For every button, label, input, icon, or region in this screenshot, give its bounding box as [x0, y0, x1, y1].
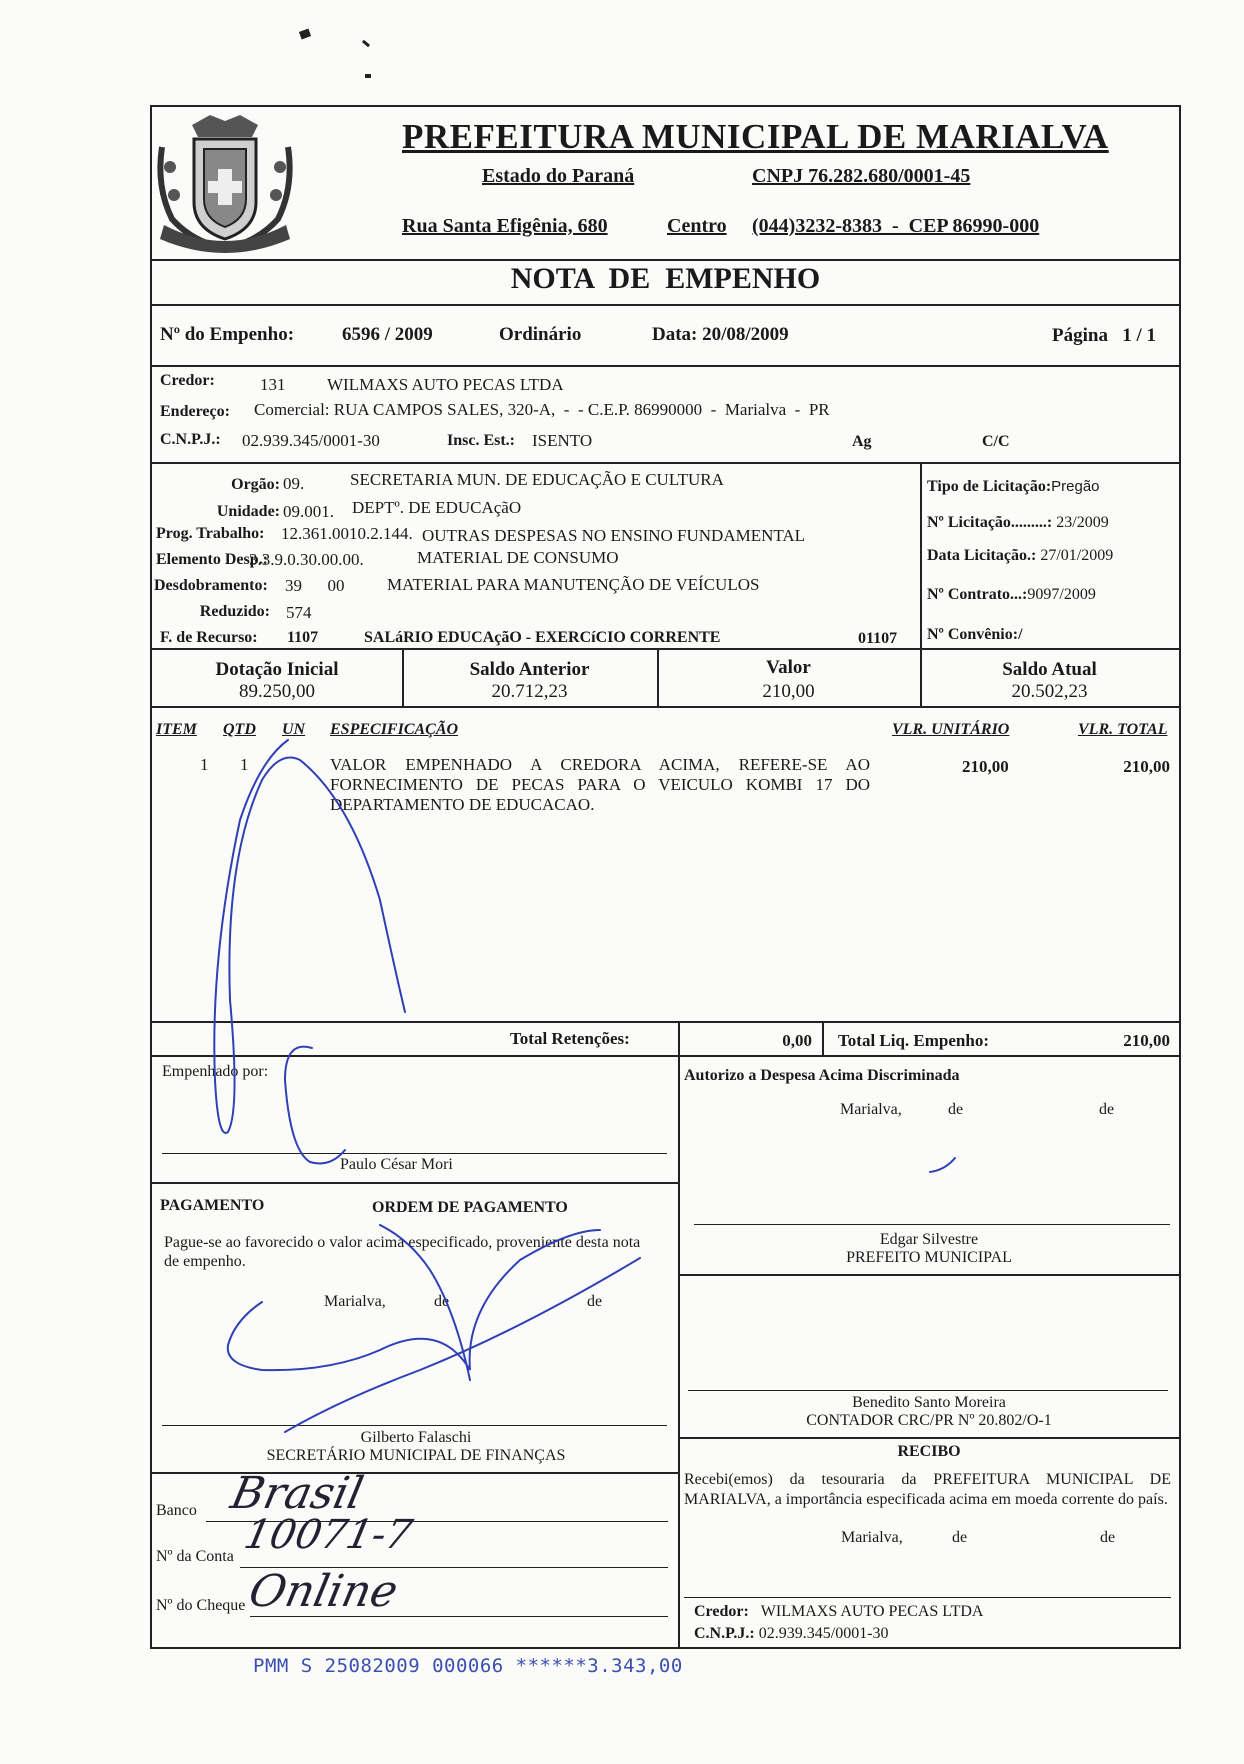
desdobramento-label: Desdobramento:	[154, 577, 268, 594]
prog-label: Prog. Trabalho:	[156, 525, 265, 542]
licitacao-contrato-value: 9097/2009	[1027, 586, 1096, 603]
liq-label: Total Liq. Empenho:	[838, 1031, 989, 1050]
row-total: 210,00	[1123, 757, 1170, 776]
empenhado-name: Paulo César Mori	[340, 1156, 453, 1173]
empenho-number: 6596 / 2009	[342, 324, 433, 345]
doc-title: NOTA DE EMPENHO	[510, 262, 821, 295]
licitacao-tipo-value: Pregão	[1051, 478, 1100, 495]
liq-value: 210,00	[1123, 1031, 1170, 1050]
header-state: Estado do Paraná	[482, 165, 635, 187]
recibo-cnpj-label: C.N.P.J.:	[694, 1625, 755, 1642]
dotacao-label: Dotação Inicial	[215, 659, 339, 680]
recibo-city: Marialva,	[841, 1529, 903, 1546]
payment-stamp: PMM S 25082009 000066 ******3.343,00	[253, 1655, 683, 1677]
autorizo-label: Autorizo a Despesa Acima Discriminada	[684, 1067, 960, 1084]
valor-label: Valor	[766, 657, 811, 678]
orgao-label: Orgão:	[231, 476, 280, 493]
col-unit: VLR. UNITÁRIO	[892, 721, 1010, 738]
recurso-label: F. de Recurso:	[160, 629, 258, 646]
elemento-name: MATERIAL DE CONSUMO	[417, 548, 619, 567]
empenho-date: Data: 20/08/2009	[652, 324, 789, 345]
pagamento-role: SECRETÁRIO MUNICIPAL DE FINANÇAS	[266, 1447, 566, 1464]
prog-name: OUTRAS DESPESAS NO ENSINO FUNDAMENTAL	[422, 526, 806, 545]
autorizo-de2: de	[1099, 1101, 1115, 1118]
credor-ag-label: Ag	[852, 433, 872, 450]
licitacao-num-label: Nº Licitação.........:	[927, 514, 1053, 531]
credor-cnpj-label: C.N.P.J.:	[160, 431, 221, 448]
licitacao-data-label: Data Licitação.:	[927, 547, 1037, 564]
retencoes-label: Total Retenções:	[510, 1029, 630, 1048]
empenho-page: Página 1 / 1	[1052, 325, 1156, 346]
valor-value: 210,00	[762, 681, 815, 702]
orgao-code: 09.	[283, 474, 305, 493]
col-qtd: QTD	[223, 721, 256, 738]
licitacao-convenio: Nº Convênio:/	[927, 626, 1023, 643]
desdobramento-code: 39 00	[285, 576, 345, 595]
conta-label: Nº da Conta	[156, 1548, 234, 1565]
elemento-label: Elemento Desp.:	[156, 551, 268, 568]
unidade-name: DEPTº. DE EDUCAçãO	[352, 498, 522, 517]
col-spec: ESPECIFICAÇÃO	[330, 721, 459, 738]
empenhado-label: Empenhado por:	[162, 1063, 269, 1080]
licitacao-data-value: 27/01/2009	[1040, 547, 1114, 564]
credor-address: Comercial: RUA CAMPOS SALES, 320-A, - - C.E.P. 86990000 - Marialva - PR	[254, 400, 830, 419]
banco-handwritten: Brasil	[226, 1468, 368, 1519]
contador-role: CONTADOR CRC/PR Nº 20.802/O-1	[806, 1412, 1052, 1429]
col-un: UN	[282, 721, 306, 738]
header-phone-cep: (044)3232-8383 - CEP 86990-000	[752, 215, 1040, 237]
header-address: Rua Santa Efigênia, 680	[402, 215, 608, 237]
recibo-de2: de	[1100, 1529, 1116, 1546]
col-total: VLR. TOTAL	[1078, 721, 1168, 738]
desdobramento-name: MATERIAL PARA MANUTENÇÃO DE VEÍCULOS	[387, 575, 760, 594]
credor-name: WILMAXS AUTO PECAS LTDA	[327, 375, 564, 394]
unidade-label: Unidade:	[216, 503, 280, 520]
elemento-code: 3.3.9.0.30.00.00.	[249, 550, 364, 569]
reduzido-label: Reduzido:	[199, 603, 270, 620]
recibo-credor-label: Credor:	[694, 1603, 749, 1620]
recibo-credor-name: WILMAXS AUTO PECAS LTDA	[760, 1603, 984, 1620]
credor-cnpj: 02.939.345/0001-30	[242, 431, 380, 450]
row-item: 1	[200, 755, 209, 774]
pagamento-de1: de	[434, 1293, 450, 1310]
retencoes-value: 0,00	[782, 1031, 812, 1050]
anterior-value: 20.712,23	[491, 681, 568, 702]
recibo-text: Recebi(emos) da tesouraria da PREFEITURA MUNICIPAL DE MARIALVA, a importância especificada acima em moeda corrente do país.	[684, 1471, 1171, 1508]
row-spec-line1: VALOR EMPENHADO A CREDORA ACIMA, REFERE-SE AO	[330, 755, 870, 774]
empenho-label: Nº do Empenho:	[160, 324, 295, 345]
pagamento-de2: de	[587, 1293, 603, 1310]
row-spec-line2: FORNECIMENTO DE PECAS PARA O VEICULO KOMBI 17 DO	[330, 775, 870, 794]
row-spec-line3: DEPARTAMENTO DE EDUCACAO.	[330, 795, 595, 814]
cheque-handwritten: Online	[244, 1566, 403, 1617]
autorizo-de1: de	[948, 1101, 964, 1118]
recurso-num: 01107	[858, 630, 898, 647]
licitacao-num-value: 23/2009	[1056, 514, 1109, 531]
credor-ie-label: Insc. Est.:	[447, 432, 516, 449]
credor-address-label: Endereço:	[160, 403, 230, 420]
autorizo-name: Edgar Silvestre	[879, 1231, 979, 1248]
pagamento-name: Gilberto Falaschi	[360, 1429, 472, 1446]
contador-name: Benedito Santo Moreira	[852, 1394, 1006, 1411]
pagamento-label: PAGAMENTO	[160, 1197, 265, 1214]
licitacao-tipo-label: Tipo de Licitação:	[927, 478, 1052, 495]
anterior-label: Saldo Anterior	[469, 659, 590, 680]
ordem-label: ORDEM DE PAGAMENTO	[372, 1199, 568, 1216]
row-qtd: 1	[240, 755, 249, 774]
recibo-label: RECIBO	[897, 1443, 961, 1460]
orgao-name: SECRETARIA MUN. DE EDUCAÇÃO E CULTURA	[350, 470, 724, 489]
header-title: PREFEITURA MUNICIPAL DE MARIALVA	[402, 117, 1109, 156]
autorizo-role: PREFEITO MUNICIPAL	[846, 1249, 1012, 1266]
row-unit: 210,00	[962, 757, 1009, 776]
banco-label: Banco	[156, 1502, 197, 1519]
col-item: ITEM	[156, 721, 197, 738]
reduzido-value: 574	[286, 603, 312, 622]
pagamento-city: Marialva,	[324, 1293, 386, 1310]
header-district: Centro	[667, 215, 727, 237]
header-cnpj: CNPJ 76.282.680/0001-45	[752, 165, 971, 187]
recibo-cnpj-value: 02.939.345/0001-30	[758, 1625, 889, 1642]
credor-label: Credor:	[160, 372, 215, 389]
recurso-code: 1107	[287, 629, 319, 646]
pagamento-text: Pague-se ao favorecido o valor acima especificado, proveniente desta nota de empenho.	[164, 1234, 641, 1270]
unidade-code: 09.001.	[283, 502, 334, 521]
licitacao-contrato-label: Nº Contrato...:	[927, 586, 1028, 603]
conta-handwritten: 10071-7	[240, 1512, 417, 1558]
recibo-de1: de	[952, 1529, 968, 1546]
prog-code: 12.361.0010.2.144.	[281, 524, 413, 543]
credor-ie: ISENTO	[532, 431, 593, 450]
dotacao-value: 89.250,00	[239, 681, 315, 702]
recurso-name: SALáRIO EDUCAçãO - EXERCíCIO CORRENTE	[364, 629, 721, 646]
atual-label: Saldo Atual	[1002, 659, 1097, 680]
credor-cc-label: C/C	[982, 433, 1010, 450]
autorizo-city: Marialva,	[840, 1101, 902, 1118]
credor-code: 131	[260, 375, 286, 394]
cheque-label: Nº do Cheque	[156, 1597, 246, 1614]
empenho-type: Ordinário	[499, 324, 582, 345]
atual-value: 20.502,23	[1011, 681, 1088, 702]
